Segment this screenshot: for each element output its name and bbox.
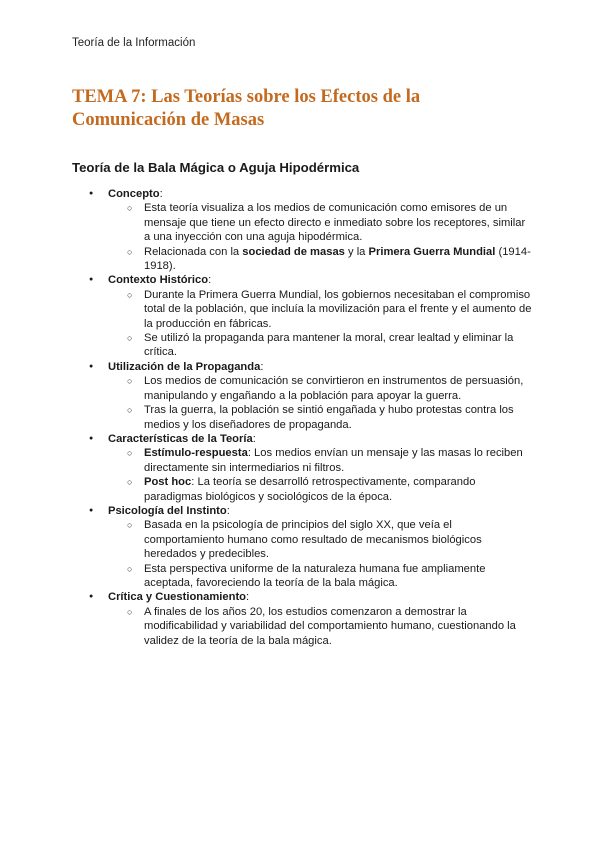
- document-header: Teoría de la Información: [72, 37, 196, 49]
- list-item-concepto: ● Concepto: ○ Esta teoría visualiza a los medios de comunicación como emisores de un mensaje que tiene un efecto directo e inmediato sobre los receptores, similar a una inyección con una aguja hipodérmica. ○ Relacionada con la sociedad de masas y la Primera Guerra Mundial (1914-1918).: [72, 187, 532, 273]
- item-label: Crítica y Cuestionamiento: [108, 591, 247, 604]
- list-item-critica: ● Crítica y Cuestionamiento: ○ A finales de los años 20, los estudios comenzaron a demostrar la modificabilidad y variabilidad del comportamiento humano, cuestionando la validez de la teoría de la bala mágica.: [72, 590, 532, 648]
- sub-item: ○ Durante la Primera Guerra Mundial, los gobiernos necesitaban el compromiso total de la población, que incluía la movilización para el frente y el aumento de la producción en fábricas.: [108, 288, 532, 331]
- sub-item: ○ Esta teoría visualiza a los medios de comunicación como emisores de un mensaje que tiene un efecto directo e inmediato sobre los receptores, similar a una inyección con una aguja hipodérmica.: [108, 201, 532, 244]
- item-label: Características de la Teoría: [108, 432, 253, 445]
- sub-item: ○ Basada en la psicología de principios del siglo XX, que veía el comportamiento humano como resultado de mecanismos biológicos heredados y predecibles.: [108, 518, 532, 561]
- sub-item: ○ Post hoc: La teoría se desarrolló retrospectivamente, comparando paradigmas biológicos y sociológicos de la época.: [108, 475, 532, 504]
- item-label: Utilización de la Propaganda: [108, 360, 261, 373]
- sub-item: ○ Se utilizó la propaganda para mantener la moral, crear lealtad y eliminar la crítica.: [108, 331, 532, 360]
- sub-item: ○ Estímulo-respuesta: Los medios envían un mensaje y las masas lo reciben directamente sin intermediarios ni filtros.: [108, 446, 532, 475]
- list-item-psicologia-instinto: ● Psicología del Instinto: ○ Basada en la psicología de principios del siglo XX, que veía el comportamiento humano como resultado de mecanismos biológicos heredados y predecibles. ○ Esta perspectiva uniforme de la naturaleza humana fue ampliamente aceptada, favoreciendo la teoría de la bala mágica.: [72, 504, 532, 590]
- sub-item: ○ Esta perspectiva uniforme de la naturaleza humana fue ampliamente aceptada, favoreciendo la teoría de la bala mágica.: [108, 562, 532, 591]
- item-label: Contexto Histórico: [108, 274, 209, 287]
- section-title: Teoría de la Bala Mágica o Aguja Hipodérmica: [72, 160, 360, 175]
- sub-item: ○ A finales de los años 20, los estudios comenzaron a demostrar la modificabilidad y variabilidad del comportamiento humano, cuestionando la validez de la teoría de la bala mágica.: [108, 605, 532, 648]
- tema-title: TEMA 7: Las Teorías sobre los Efectos de la Comunicación de Masas: [72, 87, 421, 130]
- sub-item: ○ Los medios de comunicación se convirtieron en instrumentos de persuasión, manipulando y engañando a la población para apoyar la guerra.: [108, 374, 532, 403]
- list-item-utilizacion-propaganda: ● Utilización de la Propaganda: ○ Los medios de comunicación se convirtieron en instrumentos de persuasión, manipulando y engañando a la población para apoyar la guerra. ○ Tras la guerra, la población se sintió engañada y hubo protestas contra los medios y los diseñadores de propaganda.: [72, 360, 532, 432]
- sub-item: ○ Tras la guerra, la población se sintió engañada y hubo protestas contra los medios y los diseñadores de propaganda.: [108, 403, 532, 432]
- list-item-caracteristicas: ● Características de la Teoría: ○ Estímulo-respuesta: Los medios envían un mensaje y las masas lo reciben directamente sin intermediarios ni filtros. ○ Post hoc: La teoría se desarrolló retrospectivamente, comparando paradigmas biológicos y sociológicos de la época.: [72, 432, 532, 504]
- topic-list: [72, 187, 532, 648]
- item-label: Concepto: [108, 188, 160, 200]
- sub-item: ○ Relacionada con la sociedad de masas y la Primera Guerra Mundial (1914-1918).: [108, 245, 532, 274]
- item-label: Psicología del Instinto: [108, 504, 227, 517]
- list-item-contexto-historico: ● Contexto Histórico: ○ Durante la Primera Guerra Mundial, los gobiernos necesitaban el compromiso total de la población, que incluía la movilización para el frente y el aumento de la producción en fábricas. ○ Se utilizó la propaganda para mantener la moral, crear lealtad y eliminar la crítica.: [72, 273, 532, 359]
